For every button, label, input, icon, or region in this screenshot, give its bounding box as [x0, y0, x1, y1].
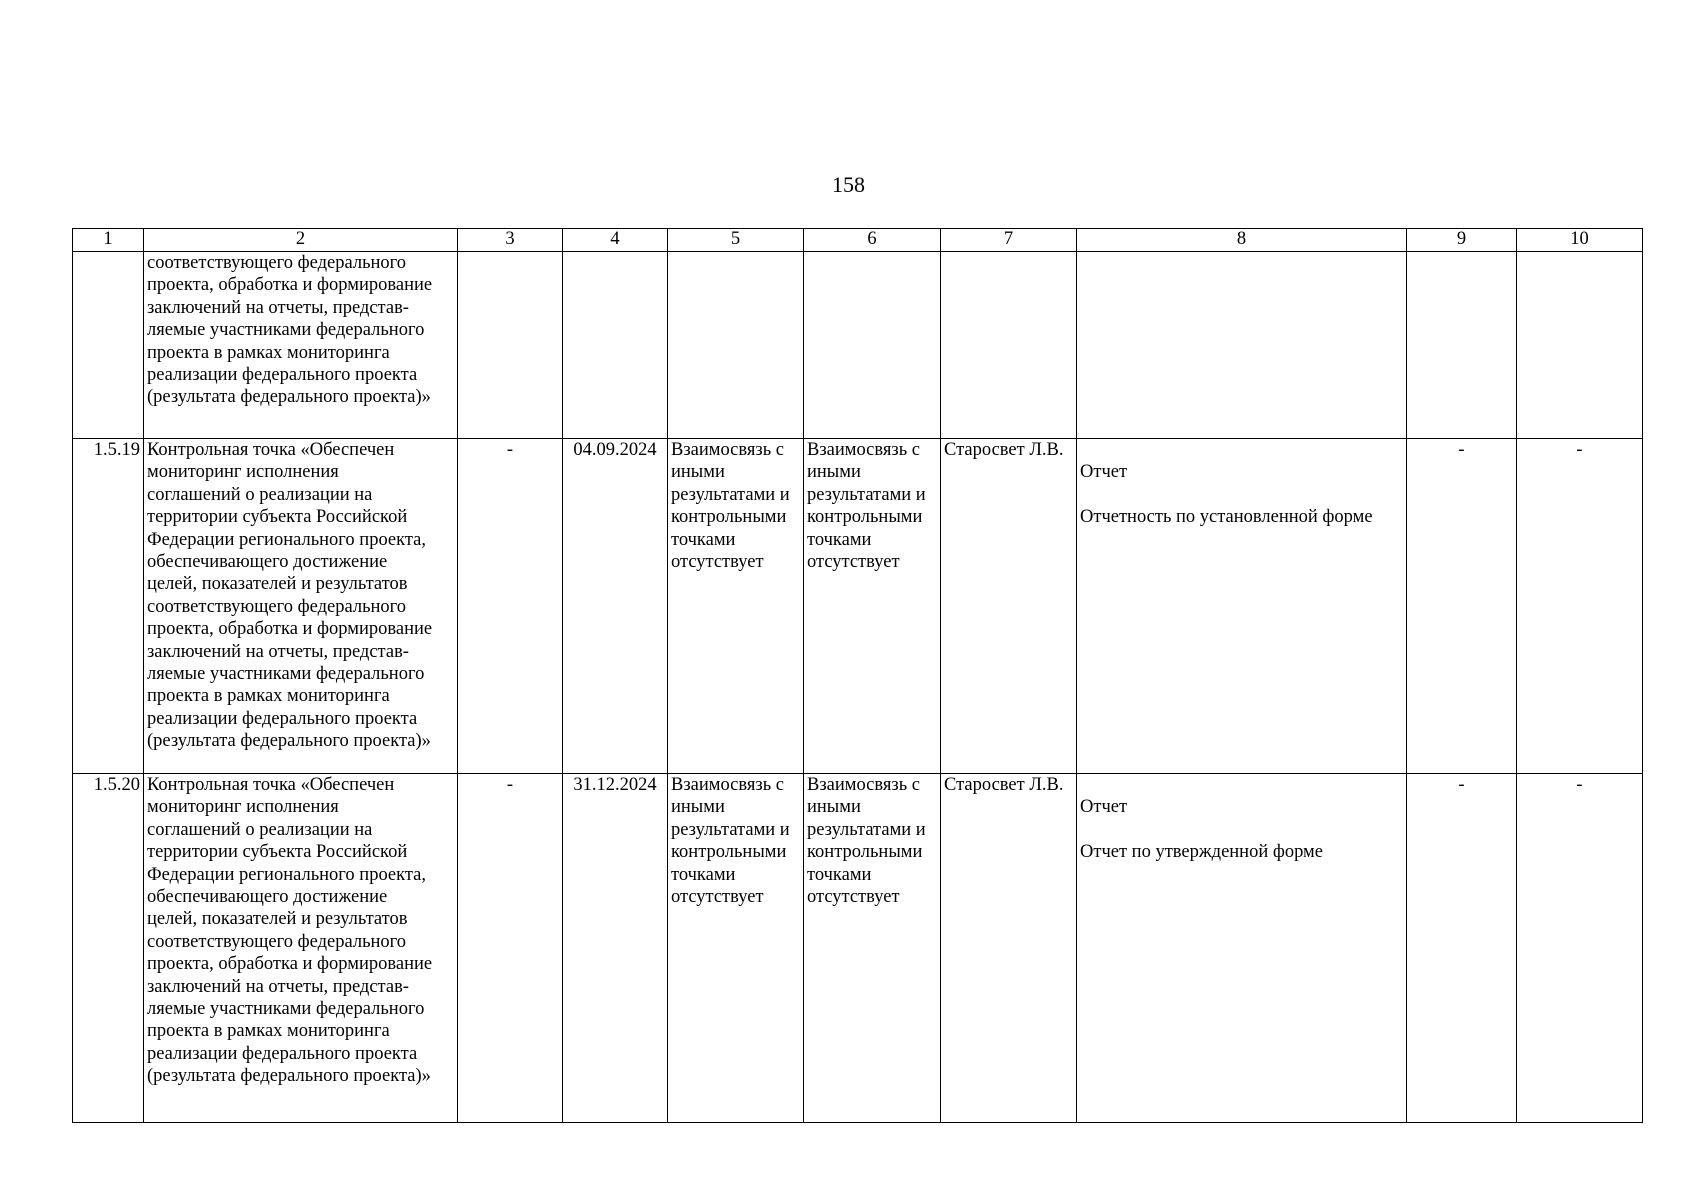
column-header: 9 [1407, 229, 1517, 252]
row-col9: - [1407, 774, 1517, 1123]
table-row [73, 252, 1643, 439]
row-document-desc: Отчет по утвержденной форме [1080, 842, 1323, 863]
row-number: 1.5.20 [73, 774, 144, 1123]
row-document-type: Отчет [1080, 462, 1128, 483]
row-col3: - [458, 774, 563, 1123]
row-col10: - [1517, 774, 1643, 1123]
row-responsible [941, 252, 1077, 439]
row-date: 04.09.2024 [563, 439, 668, 774]
column-header: 10 [1517, 229, 1643, 252]
row-col3 [458, 252, 563, 439]
row-col9: - [1407, 439, 1517, 774]
row-col6: Взаимосвязь с иными результатами и контрольными точками отсутствует [804, 774, 941, 1123]
row-responsible: Старосвет Л.В. [941, 439, 1077, 774]
row-col5: Взаимосвязь с иными результатами и контрольными точками отсутствует [668, 774, 804, 1123]
row-document [1077, 439, 1407, 774]
column-header: 4 [563, 229, 668, 252]
header-row [73, 229, 1643, 252]
row-number [73, 252, 144, 439]
row-date [563, 252, 668, 439]
row-description: Контрольная точка «Обеспечен мониторинг исполнения соглашений о реализации на территории субъекта Российской Федерации регионального проекта, обеспечивающего достижение целей, показателей и результатов соответствующего федерального проекта, обработка и формирование заключений на отчеты, представ- ляемые участниками федерального проекта в рамках мониторинга реализации федерального проекта (результата федерального проекта)» [144, 774, 458, 1123]
column-header: 7 [941, 229, 1077, 252]
row-responsible: Старосвет Л.В. [941, 774, 1077, 1123]
column-header: 8 [1077, 229, 1407, 252]
row-col5: Взаимосвязь с иными результатами и контрольными точками отсутствует [668, 439, 804, 774]
row-document-desc: Отчетность по установленной форме [1080, 507, 1373, 528]
row-col6: Взаимосвязь с иными результатами и контрольными точками отсутствует [804, 439, 941, 774]
table-row [73, 439, 1643, 774]
row-col5 [668, 252, 804, 439]
row-col10: - [1517, 439, 1643, 774]
column-header: 2 [144, 229, 458, 252]
column-header: 6 [804, 229, 941, 252]
row-document [1077, 774, 1407, 1123]
table-row [73, 774, 1643, 1123]
column-header: 1 [73, 229, 144, 252]
row-col10 [1517, 252, 1643, 439]
control-points-table [72, 228, 1643, 1123]
row-document-type: Отчет [1080, 797, 1128, 818]
column-header: 3 [458, 229, 563, 252]
row-description: соответствующего федерального проекта, обработка и формирование заключений на отчеты, представ- ляемые участниками федерального проекта в рамках мониторинга реализации федерального проекта (результата федерального проекта)» [144, 252, 458, 439]
row-col9 [1407, 252, 1517, 439]
row-date: 31.12.2024 [563, 774, 668, 1123]
page-number: 158 [832, 172, 865, 197]
row-col3: - [458, 439, 563, 774]
row-document [1077, 252, 1407, 439]
row-number: 1.5.19 [73, 439, 144, 774]
row-description: Контрольная точка «Обеспечен мониторинг исполнения соглашений о реализации на территории субъекта Российской Федерации регионального проекта, обеспечивающего достижение целей, показателей и результатов соответствующего федерального проекта, обработка и формирование заключений на отчеты, представ- ляемые участниками федерального проекта в рамках мониторинга реализации федерального проекта (результата федерального проекта)» [144, 439, 458, 774]
row-col6 [804, 252, 941, 439]
column-header: 5 [668, 229, 804, 252]
